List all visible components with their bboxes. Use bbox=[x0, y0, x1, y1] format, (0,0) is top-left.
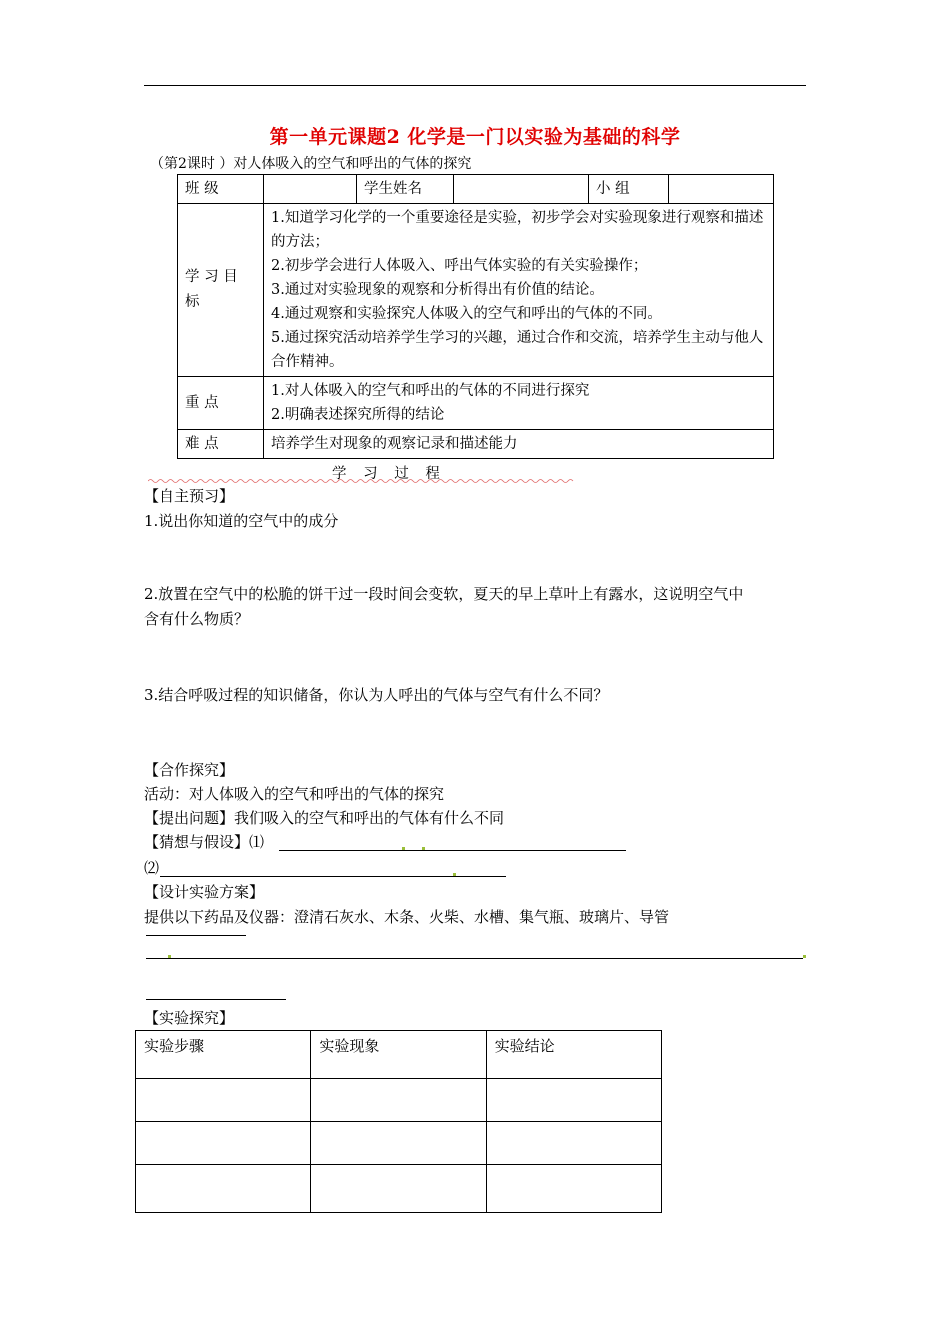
info-row-difficulty bbox=[178, 430, 774, 459]
hypothesis-2-blank[interactable] bbox=[160, 876, 506, 877]
info-row-basic bbox=[178, 175, 774, 204]
table-cell[interactable] bbox=[311, 1165, 486, 1213]
coop-heading: 【合作探究】 bbox=[144, 761, 235, 779]
hypothesis-1-blank[interactable] bbox=[279, 850, 626, 851]
hypothesis-1-label: 【猜想与假设】⑴ bbox=[144, 833, 265, 851]
experiment-table-header bbox=[136, 1031, 662, 1079]
table-cell[interactable] bbox=[486, 1165, 661, 1213]
coop-question: 【提出问题】我们吸入的空气和呼出的气体有什么不同 bbox=[144, 809, 505, 827]
edit-mark bbox=[422, 847, 425, 850]
header-steps: 实验步骤 bbox=[136, 1031, 311, 1079]
exp-heading: 【实验探究】 bbox=[144, 1009, 235, 1027]
key-points-cell bbox=[264, 377, 774, 430]
preview-question-1: 1.说出你知道的空气中的成分 bbox=[144, 512, 339, 530]
key-point: 1.对人体吸入的空气和呼出的气体的不同进行探究 bbox=[271, 383, 590, 399]
header-conclusion: 实验结论 bbox=[486, 1031, 661, 1079]
preview-question-3: 3.结合呼吸过程的知识储备，你认为人呼出的气体与空气有什么不同？ bbox=[144, 686, 609, 704]
table-cell[interactable] bbox=[486, 1079, 661, 1122]
objective-item: 4.通过观察和实验探究人体吸入的空气和呼出的气体的不同。 bbox=[271, 306, 662, 322]
table-row bbox=[136, 1122, 662, 1165]
table-cell[interactable] bbox=[486, 1122, 661, 1165]
edit-mark bbox=[168, 955, 171, 958]
info-table bbox=[177, 174, 774, 459]
edit-mark bbox=[402, 847, 405, 850]
page-title: 第一单元课题2 化学是一门以实验为基础的科学 bbox=[269, 126, 681, 148]
table-row bbox=[136, 1165, 662, 1213]
student-name-value-cell[interactable] bbox=[454, 175, 589, 204]
table-cell[interactable] bbox=[136, 1079, 311, 1122]
class-label: 班 级 bbox=[178, 175, 264, 204]
class-value-cell[interactable] bbox=[264, 175, 357, 204]
table-cell[interactable] bbox=[136, 1122, 311, 1165]
info-row-objectives bbox=[178, 204, 774, 377]
objective-item: 2.初步学会进行人体吸入、呼出气体实验的有关实验操作； bbox=[271, 258, 648, 274]
group-label: 小 组 bbox=[589, 175, 669, 204]
process-title: 学 习 过 程 bbox=[332, 466, 446, 482]
materials-text: 提供以下药品及仪器：澄清石灰水、木条、火柴、水槽、集气瓶、玻璃片、导管 bbox=[144, 908, 670, 926]
objective-item: 1.知道学习化学的一个重要途径是实验，初步学会对实验现象进行观察和描述的方法； bbox=[271, 210, 764, 250]
info-row-key bbox=[178, 377, 774, 430]
objectives-label: 学 习 目 标 bbox=[178, 204, 264, 377]
design-heading: 【设计实验方案】 bbox=[144, 883, 265, 901]
objectives-cell bbox=[264, 204, 774, 377]
objective-item: 3.通过对实验现象的观察和分析得出有价值的结论。 bbox=[271, 282, 604, 298]
design-blank-3[interactable] bbox=[146, 999, 286, 1000]
table-row bbox=[136, 1079, 662, 1122]
table-cell[interactable] bbox=[311, 1079, 486, 1122]
design-blank-1[interactable] bbox=[146, 935, 246, 936]
header-rule bbox=[144, 85, 806, 86]
experiment-table bbox=[135, 1030, 662, 1213]
preview-question-2-line-1: 2.放置在空气中的松脆的饼干过一段时间会变软，夏天的早上草叶上有露水，这说明空气中 bbox=[144, 585, 744, 603]
edit-mark bbox=[453, 873, 456, 876]
student-name-label: 学生姓名 bbox=[357, 175, 454, 204]
table-cell[interactable] bbox=[311, 1122, 486, 1165]
key-point: 2.明确表述探究所得的结论 bbox=[271, 407, 445, 423]
hypothesis-2-label: ⑵ bbox=[144, 859, 160, 877]
key-label: 重 点 bbox=[178, 377, 264, 430]
difficulty-value: 培养学生对现象的观察记录和描述能力 bbox=[264, 430, 774, 459]
header-phenomena: 实验现象 bbox=[311, 1031, 486, 1079]
coop-activity: 活动：对人体吸入的空气和呼出的气体的探究 bbox=[144, 785, 445, 803]
objective-item: 5.通过探究活动培养学生学习的兴趣，通过合作和交流，培养学生主动与他人合作精神。 bbox=[271, 330, 764, 370]
table-cell[interactable] bbox=[136, 1165, 311, 1213]
page-subtitle: （第2课时 ）对人体吸入的空气和呼出的气体的探究 bbox=[150, 156, 472, 172]
design-blank-2[interactable] bbox=[146, 958, 803, 959]
preview-question-2-line-2: 含有什么物质？ bbox=[144, 610, 250, 628]
edit-mark bbox=[803, 955, 806, 958]
group-value-cell[interactable] bbox=[669, 175, 774, 204]
preview-heading: 【自主预习】 bbox=[144, 487, 235, 505]
difficulty-label: 难 点 bbox=[178, 430, 264, 459]
